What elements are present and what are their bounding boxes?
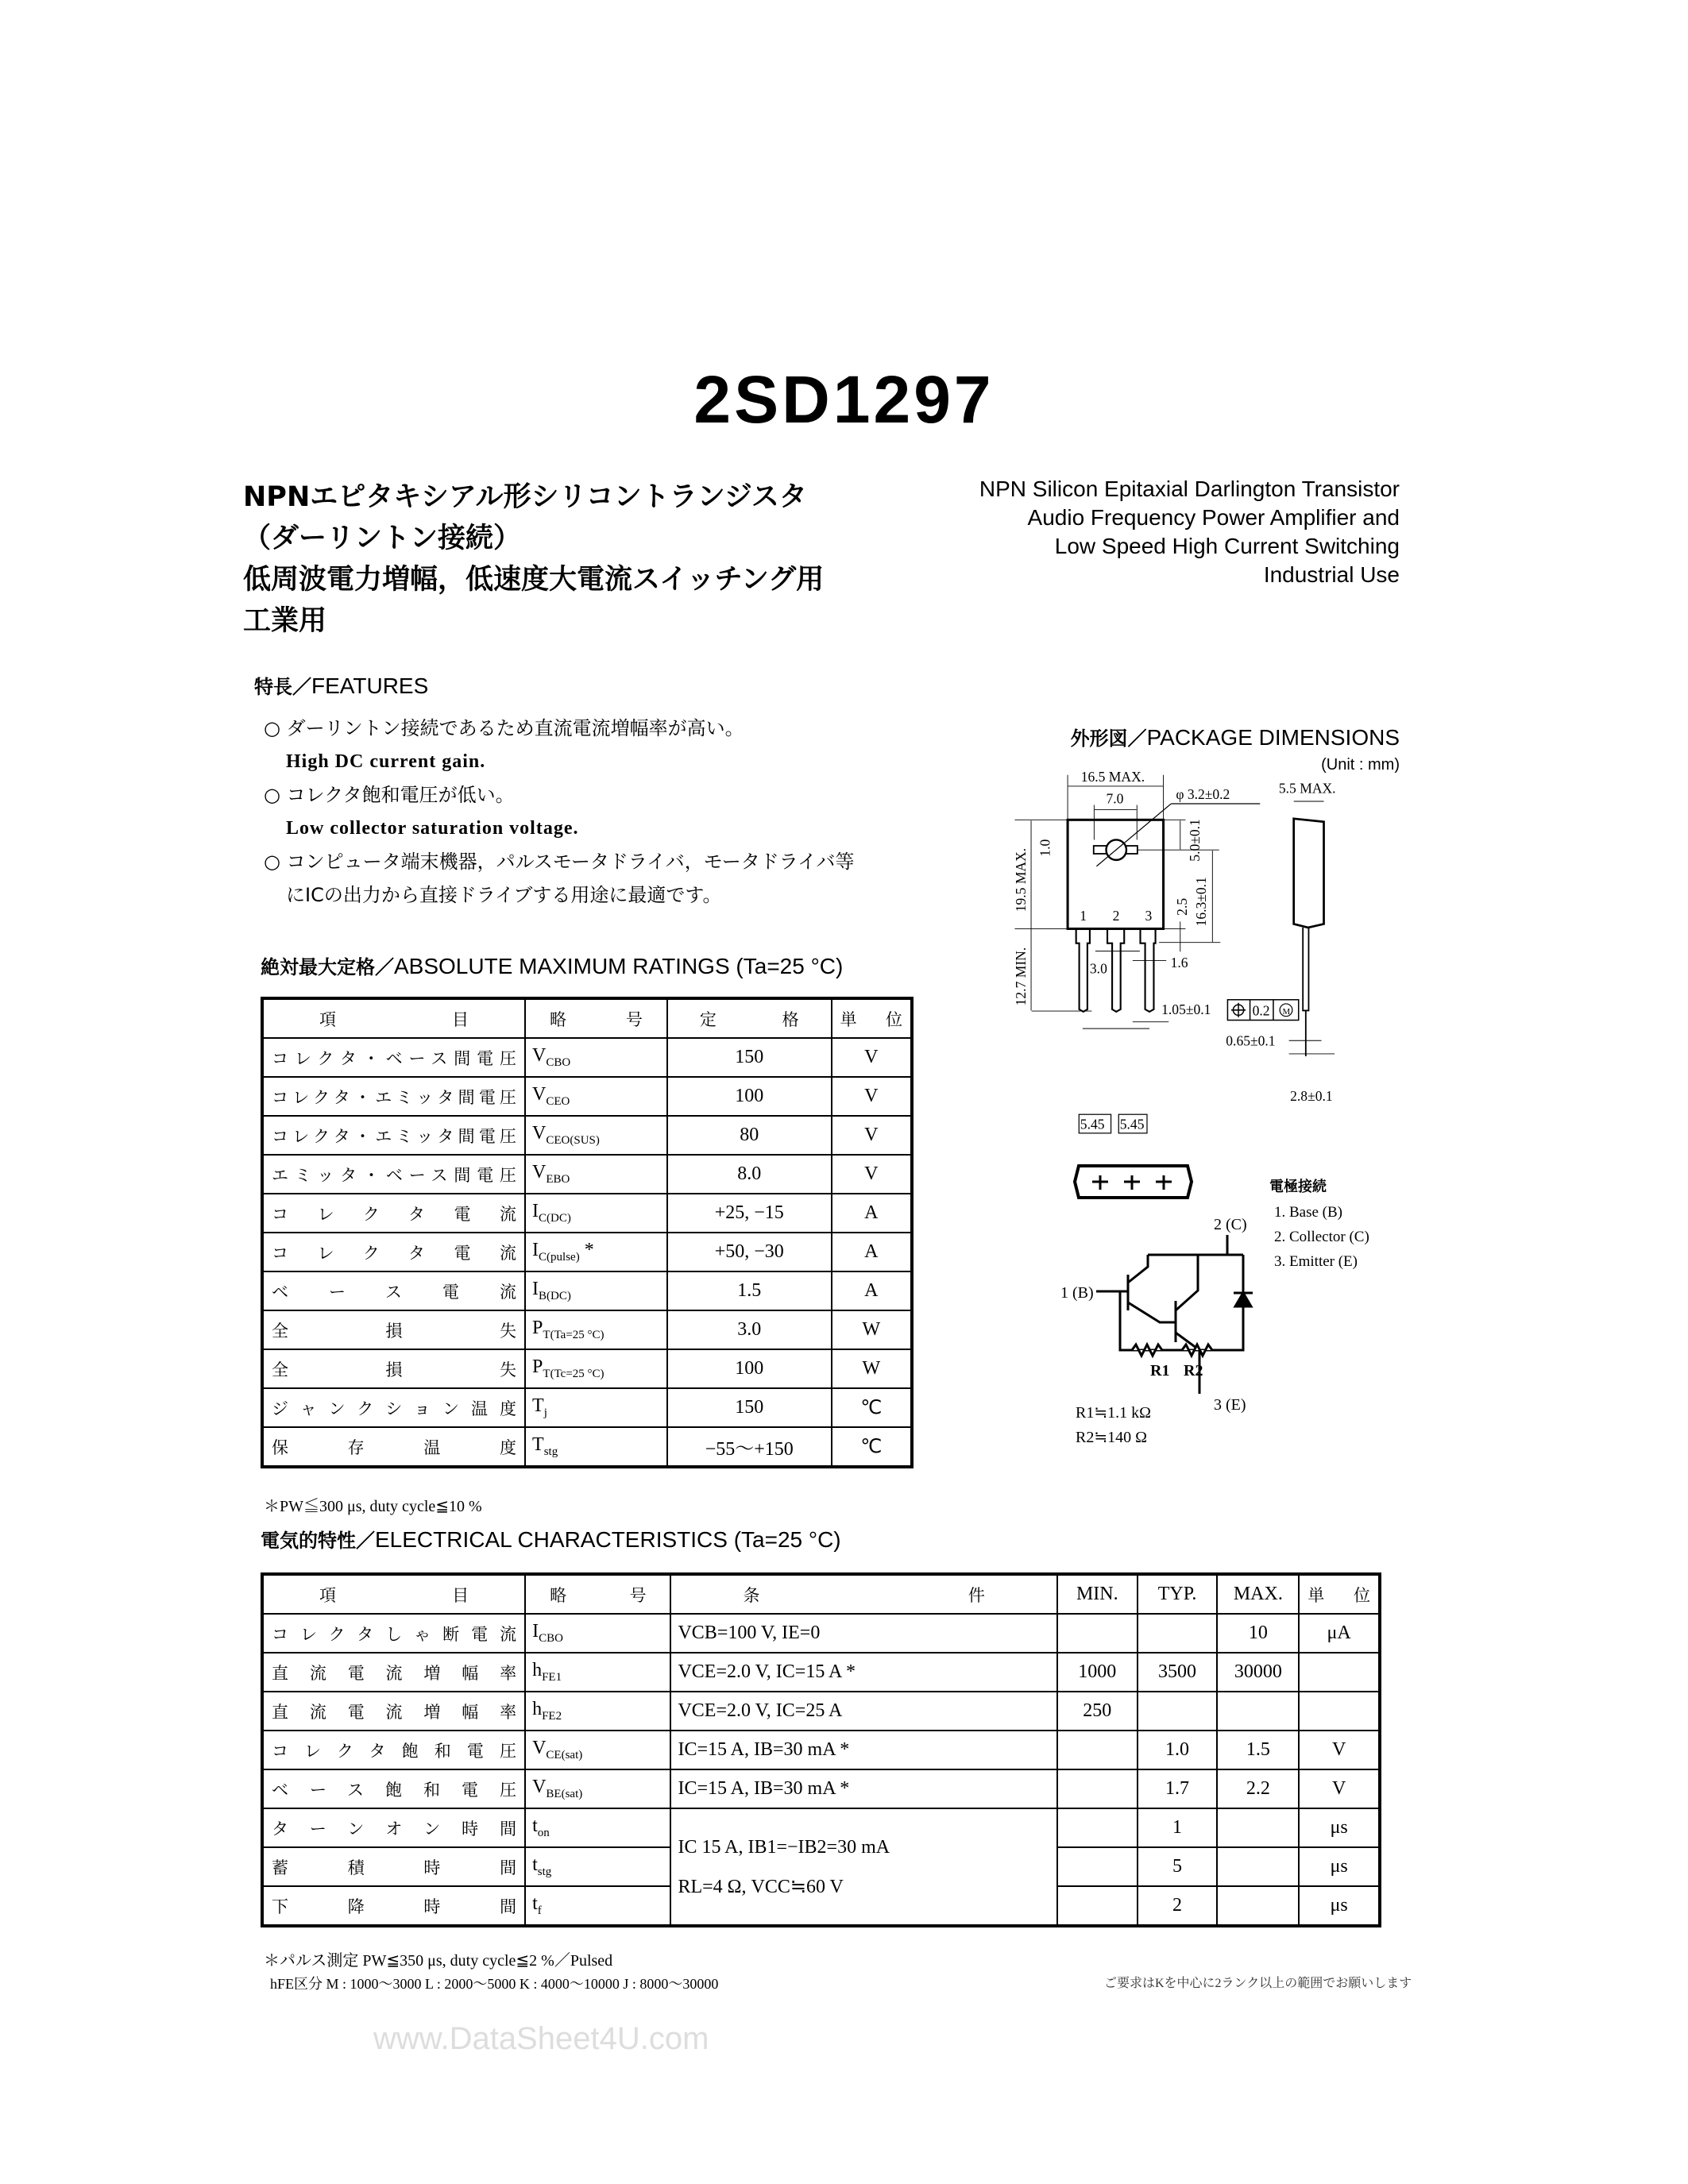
symbol-base: V (532, 1738, 547, 1759)
item-cell: 下降時間 (262, 1886, 525, 1926)
en-line: Industrial Use (1263, 562, 1400, 587)
symbol-subscript: C(pulse) (539, 1250, 580, 1264)
column-header: MIN. (1057, 1574, 1138, 1614)
table-row (262, 1233, 912, 1271)
min-cell (1057, 1769, 1138, 1808)
abs-max-note: ＊PW≦300 μs, duty cycle≦10 % (264, 1498, 482, 1515)
min-cell (1057, 1808, 1138, 1847)
symbol-base: V (532, 1777, 547, 1798)
symbol-subscript: CEO(SUS) (546, 1133, 600, 1147)
dim-2-5: 2.5 (1173, 897, 1190, 916)
unit-cell: μA (1299, 1614, 1380, 1653)
unit-cell: W (832, 1310, 912, 1349)
value-cell: 150 (667, 1388, 832, 1427)
unit-cell: W (832, 1349, 912, 1388)
table-row (262, 1653, 1380, 1692)
feature-jp: ○ コレクタ飽和電圧が低い。 (264, 784, 515, 806)
english-description (979, 475, 1400, 589)
symbol-subscript: C(DC) (539, 1211, 571, 1225)
symbol-cell (525, 1194, 667, 1233)
features-heading (254, 671, 428, 699)
symbol-base: h (532, 1660, 543, 1681)
symbol-subscript: FE1 (542, 1670, 562, 1684)
value-cell: 8.0 (667, 1155, 832, 1194)
table-row (262, 1077, 912, 1116)
abs-max-heading-jp: 絶対最大定格／ (261, 956, 394, 978)
item-cell: ジャンクション温度 (262, 1388, 525, 1427)
symbol-base: T (532, 1395, 544, 1417)
part-number-title: 2SD1297 (693, 362, 995, 437)
symbol-subscript: CEO (546, 1094, 570, 1108)
resistor-r1 (1132, 1345, 1162, 1356)
item-cell: コレクタしゃ断電流 (262, 1614, 525, 1653)
symbol-subscript: j (543, 1406, 547, 1419)
unit-cell: μs (1299, 1886, 1380, 1926)
elec-heading (261, 1525, 841, 1553)
symbol-subscript: CE(sat) (546, 1748, 583, 1761)
value-cell: 3.0 (667, 1310, 832, 1349)
item-cell: コレクタ電流 (262, 1233, 525, 1271)
unit-cell (1299, 1653, 1380, 1692)
condition-cell: VCB=100 V, IE=0 (670, 1614, 1056, 1653)
column-header: 条件 (670, 1574, 1056, 1614)
symbol-subscript: on (537, 1826, 550, 1839)
condition-cell: VCE=2.0 V, IC=15 A * (670, 1653, 1056, 1692)
table-header-row (262, 1574, 1380, 1614)
dim-2-8: 2.8±0.1 (1290, 1087, 1333, 1104)
dimension-labels (1013, 769, 1335, 1132)
table-row (262, 1427, 912, 1467)
switching-condition-cell (670, 1808, 1056, 1926)
pin-connection-item: 1. Base (B) (1274, 1204, 1343, 1221)
package-dimensions-drawing (993, 715, 1390, 1148)
table-row (262, 1692, 1380, 1731)
value-cell: 1.5 (667, 1271, 832, 1310)
pitch-1: 5.45 (1080, 1116, 1105, 1133)
dim-hole-dia: φ 3.2±0.2 (1176, 785, 1230, 802)
dim-hole-spacing: 7.0 (1106, 790, 1124, 807)
symbol-base: V (532, 1045, 547, 1067)
table-header-row (262, 998, 912, 1038)
value-cell: 150 (667, 1038, 832, 1077)
abs-max-heading (261, 951, 843, 979)
table-row (262, 1769, 1380, 1808)
max-cell: 2.2 (1217, 1769, 1299, 1808)
typ-cell (1138, 1614, 1218, 1653)
column-header: 項目 (262, 998, 525, 1038)
absolute-maximum-ratings-table (261, 997, 914, 1468)
elec-note-hfe-ranks: hFE区分 M : 1000〜3000 L : 2000〜5000 K : 4000〜10000 J : 8000〜30000 (270, 1976, 719, 1992)
table-row (262, 1038, 912, 1077)
symbol-base: T (532, 1434, 544, 1456)
package-heading-en: PACKAGE DIMENSIONS (1146, 725, 1400, 750)
lead-pins (1076, 928, 1156, 1011)
jp-line: 低周波電力増幅，低速度大電流スイッチング用 (243, 564, 825, 596)
item-cell: 全損失 (262, 1349, 525, 1388)
dim-width: 16.5 MAX. (1080, 769, 1145, 785)
pitch-2: 5.45 (1119, 1116, 1145, 1133)
feature-en: Low collector saturation voltage. (286, 818, 579, 839)
japanese-description (243, 477, 824, 642)
symbol-cell (525, 1614, 670, 1653)
dim-height: 19.5 MAX. (1013, 847, 1029, 913)
column-header: 単位 (832, 998, 912, 1038)
symbol-base: t (532, 1854, 538, 1876)
symbol-base: h (532, 1699, 543, 1720)
feature-en: High DC current gain. (286, 751, 486, 772)
side-view-lead (1303, 928, 1308, 1056)
pin-1-label: 1 (1080, 907, 1087, 924)
table-row (262, 1731, 1380, 1769)
symbol-cell (525, 1388, 667, 1427)
table-row (262, 1388, 912, 1427)
symbol-suffix: * (579, 1240, 594, 1261)
typ-cell (1138, 1692, 1218, 1731)
side-view-body (1294, 819, 1324, 928)
item-cell: コレクタ・ベース間電圧 (262, 1038, 525, 1077)
value-cell: 100 (667, 1077, 832, 1116)
symbol-base: t (532, 1815, 538, 1837)
unit-cell: μs (1299, 1847, 1380, 1886)
dim-0-65: 0.65±0.1 (1226, 1032, 1276, 1049)
table-row (262, 1194, 912, 1233)
symbol-cell (525, 1731, 670, 1769)
dim-3-0: 3.0 (1089, 960, 1107, 977)
symbol-subscript: stg (543, 1445, 558, 1458)
item-cell: 全損失 (262, 1310, 525, 1349)
column-header: 略号 (525, 998, 667, 1038)
dim-1-6: 1.6 (1170, 954, 1188, 970)
dim-16-3: 16.3±0.1 (1193, 877, 1210, 927)
unit-cell: ℃ (832, 1427, 912, 1467)
pin-3-label: 3 (1145, 907, 1153, 924)
unit-cell: ℃ (832, 1388, 912, 1427)
table-row (262, 1349, 912, 1388)
min-cell (1057, 1731, 1138, 1769)
tolerance-mmc: M (1282, 1006, 1291, 1017)
unit-cell: A (832, 1271, 912, 1310)
column-header: 単位 (1299, 1574, 1380, 1614)
elec-heading-en: ELECTRICAL CHARACTERISTICS (Ta=25 °C) (375, 1527, 841, 1552)
value-cell: 80 (667, 1116, 832, 1155)
unit-cell: V (832, 1116, 912, 1155)
symbol-base: I (532, 1240, 539, 1261)
diode-icon (1234, 1293, 1253, 1306)
typ-cell: 5 (1138, 1847, 1218, 1886)
jp-line: 工業用 (243, 605, 327, 637)
symbol-subscript: BE(sat) (546, 1787, 583, 1800)
symbol-cell (525, 1769, 670, 1808)
symbol-base: t (532, 1893, 538, 1915)
jp-line: （ダーリントン接続） (243, 523, 522, 554)
pin-connection-item: 2. Collector (C) (1274, 1229, 1369, 1245)
feature-jp: ○ ダーリントン接続であるため直流電流増幅率が高い。 (264, 717, 744, 739)
collector-label: 2 (C) (1214, 1216, 1247, 1233)
symbol-base: V (532, 1162, 547, 1183)
min-cell (1057, 1847, 1138, 1886)
features-list (264, 712, 855, 912)
symbol-base: I (532, 1279, 539, 1300)
item-cell: コレクタ飽和電圧 (262, 1731, 525, 1769)
item-cell: エミッタ・ベース間電圧 (262, 1155, 525, 1194)
value-cell: +25, −15 (667, 1194, 832, 1233)
max-cell (1217, 1847, 1299, 1886)
tolerance-value: 0.2 (1252, 1002, 1270, 1019)
min-cell: 1000 (1057, 1653, 1138, 1692)
item-cell: コレクタ電流 (262, 1194, 525, 1233)
typ-cell: 2 (1138, 1886, 1218, 1926)
max-cell (1217, 1692, 1299, 1731)
value-cell: −55〜+150 (667, 1427, 832, 1467)
features-heading-en: FEATURES (311, 673, 429, 698)
r1-value: R1≒1.1 kΩ (1076, 1404, 1151, 1422)
item-cell: 蓄積時間 (262, 1847, 525, 1886)
en-line: Low Speed High Current Switching (1054, 534, 1400, 558)
column-header: MAX. (1217, 1574, 1299, 1614)
value-cell: +50, −30 (667, 1233, 832, 1271)
elec-note-pulsed: ＊パルス測定 PW≦350 μs, duty cycle≦2 %／Pulsed (264, 1952, 613, 1970)
feature-jp: にICの出力から直接ドライブする用途に最適です。 (286, 884, 722, 906)
r1-label: R1 (1150, 1362, 1170, 1379)
item-cell: ベース飽和電圧 (262, 1769, 525, 1808)
unit-cell: V (832, 1038, 912, 1077)
symbol-cell (525, 1427, 667, 1467)
dim-1-0: 1.0 (1037, 839, 1053, 857)
symbol-base: V (532, 1084, 547, 1106)
feature-jp: ○ コンピュータ端末機器，パルスモータドライバ，モータドライバ等 (264, 851, 855, 873)
typ-cell: 3500 (1138, 1653, 1218, 1692)
symbol-cell (525, 1808, 670, 1847)
item-cell: 直流電流増幅率 (262, 1692, 525, 1731)
symbol-cell (525, 1271, 667, 1310)
symbol-cell (525, 1349, 667, 1388)
symbol-subscript: FE2 (542, 1709, 562, 1723)
table-row (262, 1808, 1380, 1847)
emitter-label: 3 (E) (1214, 1396, 1246, 1414)
max-cell: 10 (1217, 1614, 1299, 1653)
min-cell (1057, 1614, 1138, 1653)
r2-value: R2≒140 Ω (1076, 1429, 1147, 1446)
unit-cell: μs (1299, 1808, 1380, 1847)
symbol-subscript: T(Tc=25 °C) (543, 1367, 605, 1380)
jp-line: NPNエピタキシアル形シリコントランジスタ (243, 481, 807, 513)
item-cell: ターンオン時間 (262, 1808, 525, 1847)
pin-connection-item: 3. Emitter (E) (1274, 1253, 1358, 1270)
en-line: Audio Frequency Power Amplifier and (1027, 505, 1400, 530)
symbol-cell (525, 1116, 667, 1155)
item-cell: 直流電流増幅率 (262, 1653, 525, 1692)
switch-cond-line: RL=4 Ω, VCC≒60 V (678, 1876, 844, 1897)
max-cell (1217, 1808, 1299, 1847)
symbol-base: I (532, 1621, 539, 1642)
table-row (262, 1614, 1380, 1653)
features-heading-jp: 特長／ (254, 676, 311, 698)
symbol-cell (525, 1847, 670, 1886)
item-cell: 保存温度 (262, 1427, 525, 1467)
pin-connection-heading: 電極接続 (1269, 1179, 1327, 1195)
min-cell: 250 (1057, 1692, 1138, 1731)
symbol-subscript: EBO (546, 1172, 570, 1186)
package-heading-jp: 外形図／ (1070, 727, 1147, 750)
symbol-cell (525, 1886, 670, 1926)
en-line: NPN Silicon Epitaxial Darlington Transistor (979, 477, 1400, 501)
symbol-subscript: CBO (539, 1631, 563, 1645)
symbol-cell (525, 1155, 667, 1194)
symbol-base: I (532, 1201, 539, 1222)
r2-label: R2 (1184, 1362, 1203, 1379)
table-row (262, 1310, 912, 1349)
symbol-subscript: stg (537, 1865, 552, 1878)
max-cell: 1.5 (1217, 1731, 1299, 1769)
symbol-subscript: T(Ta=25 °C) (543, 1328, 605, 1341)
dim-1-05: 1.05±0.1 (1161, 1001, 1211, 1017)
dim-lead-length: 12.7 MIN. (1013, 947, 1029, 1006)
item-cell: コレクタ・エミッタ間電圧 (262, 1116, 525, 1155)
symbol-cell (525, 1233, 667, 1271)
condition-cell: IC=15 A, IB=30 mA * (670, 1769, 1056, 1808)
symbol-cell (525, 1310, 667, 1349)
base-label: 1 (B) (1060, 1284, 1094, 1302)
symbol-base: V (532, 1123, 547, 1144)
unit-cell (1299, 1692, 1380, 1731)
typ-cell: 1.0 (1138, 1731, 1218, 1769)
typ-cell: 1 (1138, 1808, 1218, 1847)
symbol-cell (525, 1692, 670, 1731)
unit-cell: V (1299, 1731, 1380, 1769)
column-header: TYP. (1138, 1574, 1218, 1614)
max-cell (1217, 1886, 1299, 1926)
circuit-diagram (1056, 1152, 1406, 1453)
package-top-view-icon (1075, 1166, 1192, 1198)
dim-thickness: 5.5 MAX. (1278, 780, 1336, 797)
item-cell: ベース電流 (262, 1271, 525, 1310)
unit-cell: V (832, 1077, 912, 1116)
typ-cell: 1.7 (1138, 1769, 1218, 1808)
switch-cond-line: IC 15 A, IB1=−IB2=30 mA (678, 1836, 890, 1858)
abs-max-heading-en: ABSOLUTE MAXIMUM RATINGS (Ta=25 °C) (394, 954, 844, 978)
elec-heading-jp: 電気的特性／ (261, 1530, 375, 1552)
min-cell (1057, 1886, 1138, 1926)
condition-cell: IC=15 A, IB=30 mA * (670, 1731, 1056, 1769)
unit-cell: A (832, 1194, 912, 1233)
item-cell: コレクタ・エミッタ間電圧 (262, 1077, 525, 1116)
column-header: 項目 (262, 1574, 525, 1614)
table-row (262, 1116, 912, 1155)
watermark: www.DataSheet4U.com (373, 2021, 709, 2056)
symbol-cell (525, 1077, 667, 1116)
symbol-subscript: f (537, 1904, 542, 1917)
unit-cell: A (832, 1233, 912, 1271)
dim-5-0: 5.0±0.1 (1186, 819, 1203, 862)
elec-note-rank-request: ご要求はKを中心に2ランク以上の範囲でお願いします (1104, 1977, 1412, 1990)
symbol-base: P (532, 1356, 543, 1378)
electrical-characteristics-table (261, 1572, 1381, 1927)
symbol-cell (525, 1038, 667, 1077)
max-cell: 30000 (1217, 1653, 1299, 1692)
column-header: 略号 (525, 1574, 670, 1614)
value-cell: 100 (667, 1349, 832, 1388)
symbol-subscript: B(DC) (539, 1289, 571, 1302)
resistor-r2 (1182, 1345, 1212, 1356)
unit-cell: V (1299, 1769, 1380, 1808)
symbol-cell (525, 1653, 670, 1692)
condition-cell: VCE=2.0 V, IC=25 A (670, 1692, 1056, 1731)
column-header: 定格 (667, 998, 832, 1038)
symbol-base: P (532, 1318, 543, 1339)
table-row (262, 1155, 912, 1194)
unit-cell: V (832, 1155, 912, 1194)
package-unit: (Unit : mm) (1321, 756, 1400, 774)
pin-2-label: 2 (1112, 907, 1120, 924)
symbol-subscript: CBO (546, 1055, 571, 1069)
table-row (262, 1271, 912, 1310)
